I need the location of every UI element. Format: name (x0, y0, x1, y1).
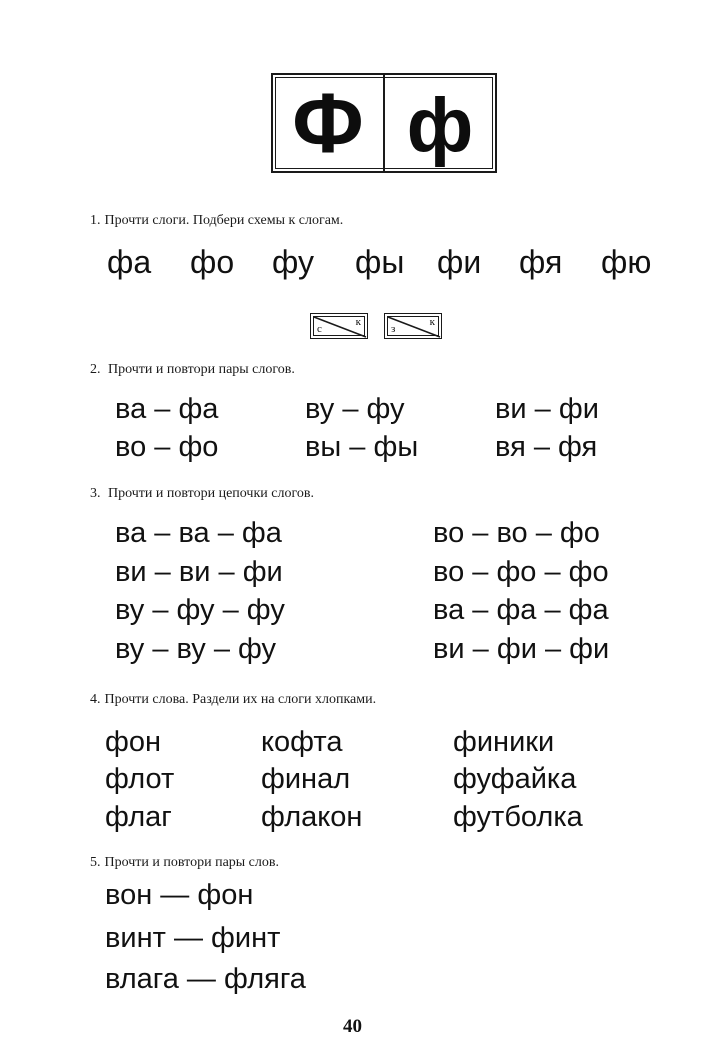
word: флакон (261, 801, 363, 833)
word: финал (261, 763, 351, 795)
task-3-instruction (90, 486, 314, 502)
scheme-label: с (317, 323, 322, 335)
syllable: фа (107, 244, 152, 280)
word: финики (453, 726, 555, 758)
page-number: 40 (343, 1016, 362, 1037)
word: флот (105, 763, 175, 795)
syllable: фи (437, 244, 482, 280)
syllable-chain: ву – фу – фу (115, 594, 285, 626)
syllable-chain: ви – ви – фи (115, 556, 283, 588)
syllable-chain: ви – фи – фи (433, 633, 610, 665)
task-5-instruction (90, 855, 279, 871)
task-number: 5. (90, 855, 101, 870)
letter-card (271, 73, 497, 173)
scheme-label: к (355, 316, 361, 328)
word: футболка (453, 801, 583, 833)
task-text: Прочти и повтори цепочки слогов. (108, 486, 314, 501)
syllable-chain: во – во – фо (433, 517, 600, 549)
task-text: Прочти слоги. Подбери схемы к слогам. (104, 213, 344, 228)
word-pair: винт — финт (105, 922, 281, 954)
syllable-chain: ву – ву – фу (115, 633, 277, 665)
word: фуфайка (453, 763, 577, 795)
scheme-label: к (429, 316, 435, 328)
scheme-label: з (391, 323, 396, 335)
word: фон (105, 726, 162, 758)
word: кофта (261, 726, 343, 758)
syllable-chain: ва – фа – фа (433, 594, 609, 626)
task-number: 4. (90, 692, 101, 707)
task-1-instruction (90, 213, 343, 229)
syllable-scheme-1 (310, 313, 368, 339)
syllable-chain: ва – ва – фа (115, 517, 282, 549)
task-2-instruction (90, 362, 295, 378)
syllable-pair: ва – фа (115, 393, 219, 425)
syllable-pair: ви – фи (495, 393, 599, 425)
task-text: Прочти и повтори пары слогов. (108, 362, 295, 377)
task-4-instruction (90, 692, 376, 708)
syllable-pair: вы – фы (305, 431, 419, 463)
task-number: 3. (90, 486, 101, 501)
syllable: фя (519, 244, 563, 280)
syllable-pair: ву – фу (305, 393, 405, 425)
syllable-pair: вя – фя (495, 431, 598, 463)
task-text: Прочти слова. Раздели их на слоги хлопками. (104, 692, 377, 707)
word-pair: вон — фон (105, 879, 254, 911)
task-number: 2. (90, 362, 101, 377)
task-text: Прочти и повтори пары слов. (104, 855, 279, 870)
word-pair: влага — фляга (105, 963, 306, 995)
letter-lower: ф (406, 83, 474, 168)
syllable: фы (355, 244, 405, 280)
syllable-chain: во – фо – фо (433, 556, 609, 588)
word: флаг (105, 801, 172, 833)
syllable: фю (601, 244, 652, 280)
letter-upper: Ф (273, 75, 385, 171)
syllable: фу (272, 244, 314, 280)
syllable-scheme-2 (384, 313, 442, 339)
task-number: 1. (90, 213, 101, 228)
syllable-pair: во – фо (115, 431, 219, 463)
syllable: фо (190, 244, 235, 280)
